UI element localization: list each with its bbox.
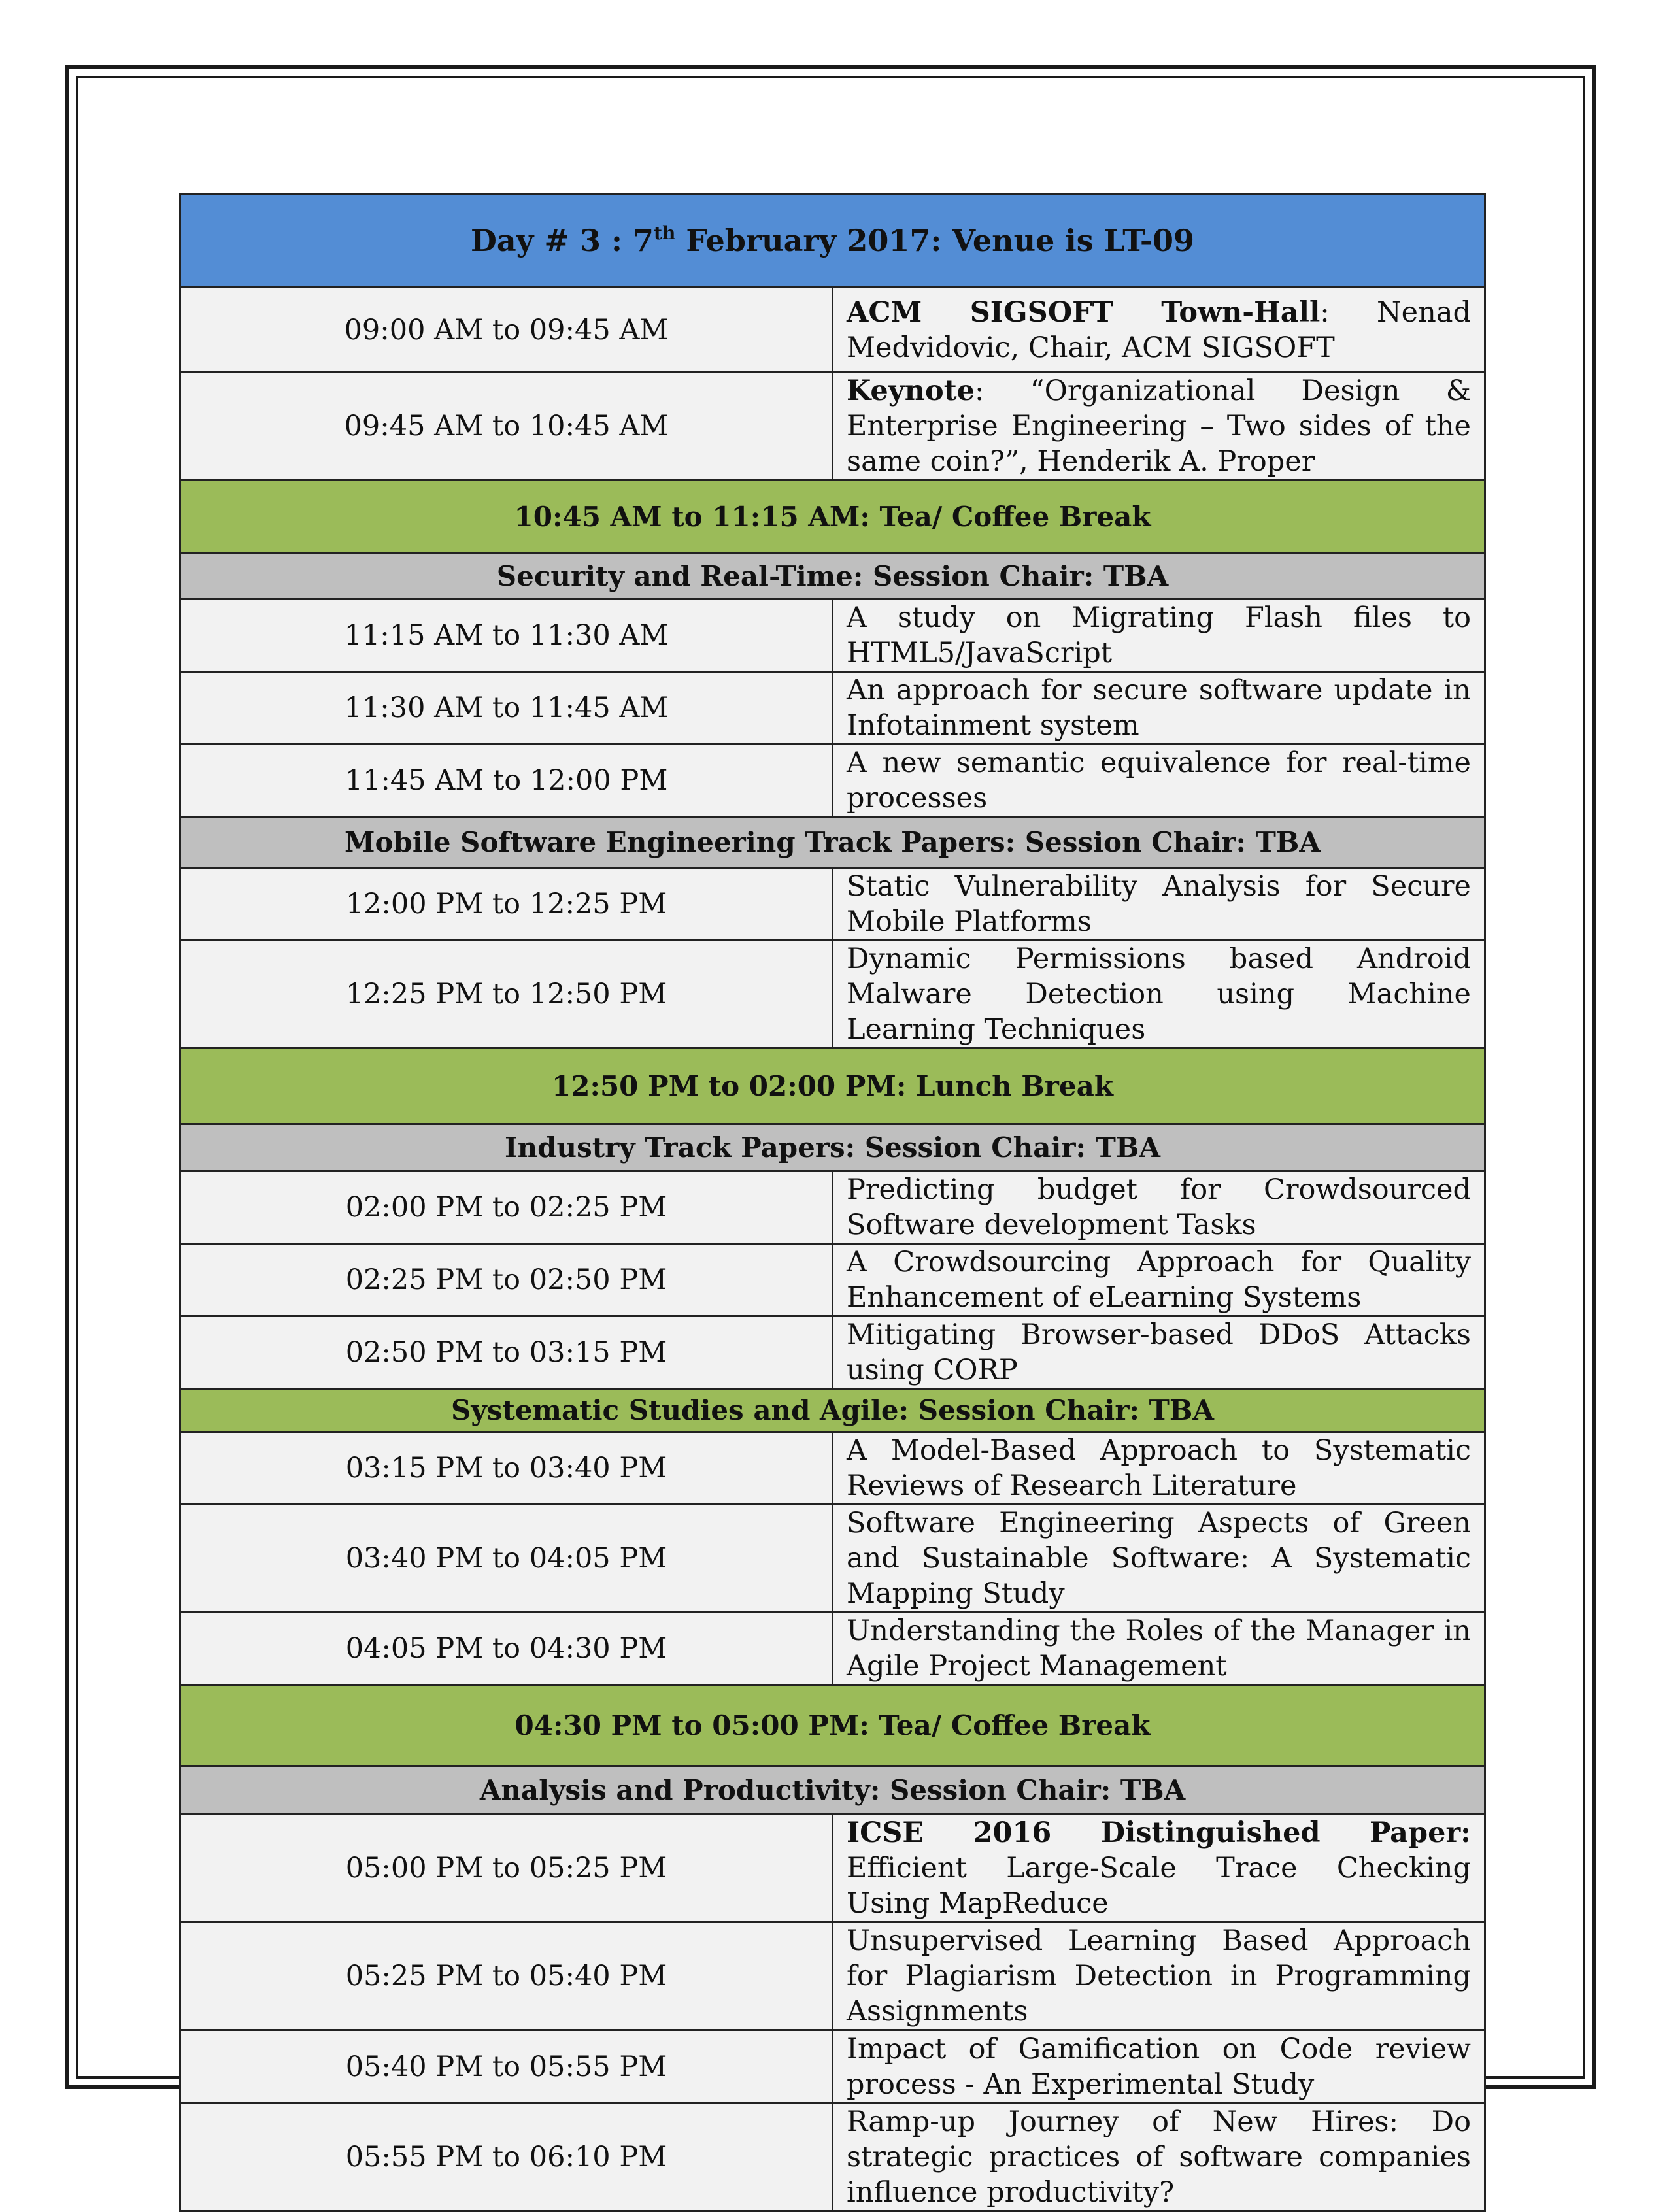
time-slot: 02:00 PM to 02:25 PM: [180, 1171, 833, 1244]
paper-title: Mitigating Browser-based DDoS Attacks using CORP: [833, 1316, 1485, 1389]
schedule-row: [180, 2103, 1485, 2211]
time-slot: 05:55 PM to 06:10 PM: [180, 2103, 833, 2211]
session-header-row: [180, 1389, 1485, 1432]
time-slot: 03:40 PM to 04:05 PM: [180, 1505, 833, 1613]
time-slot: 05:00 PM to 05:25 PM: [180, 1815, 833, 1922]
break-label: 12:50 PM to 02:00 PM: Lunch Break: [180, 1048, 1485, 1124]
paper-title: A Crowdsourcing Approach for Quality Enhancement of eLearning Systems: [833, 1244, 1485, 1316]
paper-title: A Model-Based Approach to Systematic Reviews of Research Literature: [833, 1432, 1485, 1505]
day-title: Day # 3 : 7th February 2017: Venue is LT-09: [180, 194, 1485, 288]
paper-title: Predicting budget for Crowdsourced Software development Tasks: [833, 1171, 1485, 1244]
schedule-row: [180, 2030, 1485, 2103]
session-description: ACM SIGSOFT Town-Hall: Nenad Medvidovic, Chair, ACM SIGSOFT: [833, 288, 1485, 373]
paper-title: Dynamic Permissions based Android Malware Detection using Machine Learning Techniques: [833, 941, 1485, 1048]
schedule-row: [180, 1505, 1485, 1613]
session-header: Security and Real-Time: Session Chair: TBA: [180, 554, 1485, 599]
schedule-row: [180, 599, 1485, 672]
time-slot: 11:45 AM to 12:00 PM: [180, 745, 833, 817]
session-header-row: [180, 1766, 1485, 1815]
paper-title: Impact of Gamification on Code review process - An Experimental Study: [833, 2030, 1485, 2103]
schedule-row: [180, 1171, 1485, 1244]
time-slot: 02:50 PM to 03:15 PM: [180, 1316, 833, 1389]
paper-title: Static Vulnerability Analysis for Secure Mobile Platforms: [833, 868, 1485, 941]
paper-title: An approach for secure software update in Infotainment system: [833, 672, 1485, 745]
break-row: [180, 1685, 1485, 1766]
session-header-row: [180, 1124, 1485, 1171]
session-header: Mobile Software Engineering Track Papers: Session Chair: TBA: [180, 817, 1485, 868]
schedule-row: [180, 1922, 1485, 2030]
time-slot: 04:05 PM to 04:30 PM: [180, 1613, 833, 1685]
paper-title: A new semantic equivalence for real-time processes: [833, 745, 1485, 817]
schedule-row: [180, 373, 1485, 480]
time-slot: 12:00 PM to 12:25 PM: [180, 868, 833, 941]
time-slot: 03:15 PM to 03:40 PM: [180, 1432, 833, 1505]
time-slot: 09:00 AM to 09:45 AM: [180, 288, 833, 373]
schedule-row: [180, 1316, 1485, 1389]
session-header-row: [180, 554, 1485, 599]
schedule-row: [180, 672, 1485, 745]
time-slot: 05:40 PM to 05:55 PM: [180, 2030, 833, 2103]
break-label: 04:30 PM to 05:00 PM: Tea/ Coffee Break: [180, 1685, 1485, 1766]
schedule-table: [179, 193, 1486, 2212]
time-slot: 11:15 AM to 11:30 AM: [180, 599, 833, 672]
break-label: 10:45 AM to 11:15 AM: Tea/ Coffee Break: [180, 480, 1485, 554]
schedule-row: [180, 1613, 1485, 1685]
paper-title: Software Engineering Aspects of Green and Sustainable Software: A Systematic Mapping Study: [833, 1505, 1485, 1613]
paper-title: Understanding the Roles of the Manager in Agile Project Management: [833, 1613, 1485, 1685]
schedule-row: [180, 941, 1485, 1048]
paper-title: A study on Migrating Flash files to HTML5/JavaScript: [833, 599, 1485, 672]
session-header: Systematic Studies and Agile: Session Chair: TBA: [180, 1389, 1485, 1432]
schedule-row: [180, 745, 1485, 817]
time-slot: 09:45 AM to 10:45 AM: [180, 373, 833, 480]
time-slot: 12:25 PM to 12:50 PM: [180, 941, 833, 1048]
session-header-row: [180, 817, 1485, 868]
session-description: Keynote: “Organizational Design & Enterprise Engineering – Two sides of the same coin?”, Henderik A. Proper: [833, 373, 1485, 480]
schedule-row: [180, 1244, 1485, 1316]
time-slot: 11:30 AM to 11:45 AM: [180, 672, 833, 745]
session-description: ICSE 2016 Distinguished Paper: Efficient Large-Scale Trace Checking Using MapReduce: [833, 1815, 1485, 1922]
session-header: Industry Track Papers: Session Chair: TBA: [180, 1124, 1485, 1171]
break-row: [180, 480, 1485, 554]
day-title-row: [180, 194, 1485, 288]
schedule-row: [180, 1815, 1485, 1922]
break-row: [180, 1048, 1485, 1124]
time-slot: 02:25 PM to 02:50 PM: [180, 1244, 833, 1316]
schedule-row: [180, 868, 1485, 941]
time-slot: 05:25 PM to 05:40 PM: [180, 1922, 833, 2030]
paper-title: Ramp-up Journey of New Hires: Do strategic practices of software companies influence productivity?: [833, 2103, 1485, 2211]
session-header: Analysis and Productivity: Session Chair: TBA: [180, 1766, 1485, 1815]
paper-title: Unsupervised Learning Based Approach for Plagiarism Detection in Programming Assignments: [833, 1922, 1485, 2030]
schedule-row: [180, 1432, 1485, 1505]
schedule-row: [180, 288, 1485, 373]
